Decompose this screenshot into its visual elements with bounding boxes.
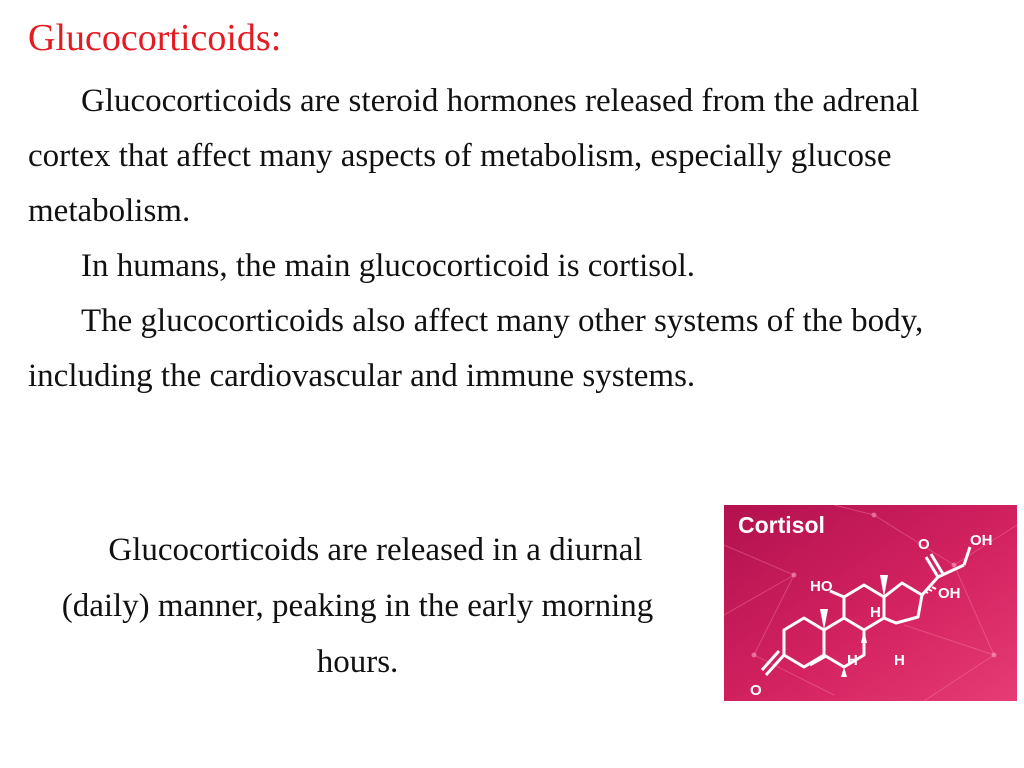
label-h-upper: H [870,604,881,621]
paragraph-main-glucocorticoid: In humans, the main glucocorticoid is cortisol. [81,248,696,284]
paragraph-definition: Glucocorticoids are steroid hormones released from the adrenal cortex that affect many aspects of metabolism, especially glucose metabolism. [28,83,920,229]
cortisol-structure-svg [724,505,1017,701]
label-h-lower-left: H [847,652,858,669]
figure-title: Cortisol [738,512,825,538]
label-h-lower-right: H [894,652,905,669]
diurnal-release-note: Glucocorticoids are released in a diurnal (daily) manner, peaking in the early morning hours. [61,532,654,680]
label-oh-top: OH [970,532,993,549]
label-o-bottom: O [750,682,762,699]
label-ho: HO [810,578,833,595]
cortisol-structure-image [724,505,1017,701]
label-oh-side: OH [938,585,961,602]
body-text [28,74,1003,404]
paragraph-other-systems: The glucocorticoids also affect many other systems of the body, including the cardiovascular and immune systems. [28,303,924,394]
slide-title: Glucocorticoids: [28,17,282,59]
label-o-top: O [918,536,930,553]
